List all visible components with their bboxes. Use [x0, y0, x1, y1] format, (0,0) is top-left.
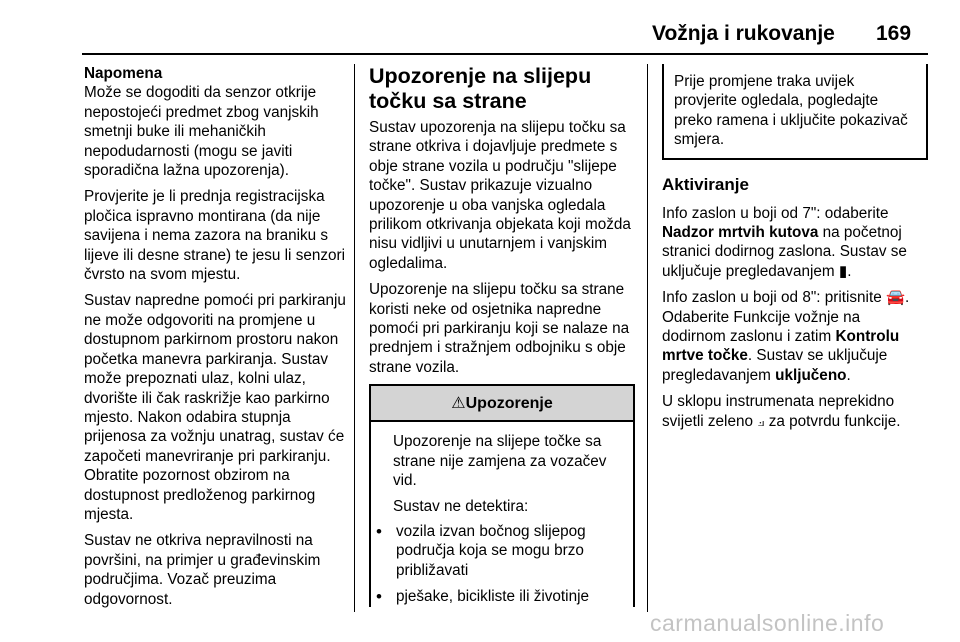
menu-item-name: Nadzor mrtvih kutova [662, 224, 819, 242]
activation-paragraph-2 [662, 288, 928, 385]
text-run: Info zaslon u boji od 8": pritisnite [662, 289, 886, 307]
text-run: U sklopu instrumenata neprekidno svijetli zeleno [662, 393, 895, 430]
warning-paragraph-1: Upozorenje na slijepe točke sa strane nije zamjena za vozačev vid. [393, 433, 607, 490]
blind-spot-indicator-icon: ⟓ [757, 412, 765, 430]
menu-item-name: Kontrolu mrtve točke [662, 328, 900, 365]
text-run: . [846, 366, 851, 384]
warning-title: Upozorenje [465, 394, 553, 412]
watermark: carmanualsonline.info [650, 610, 885, 636]
text-run: na početnoj stranici dodirnog zaslona. Sustav se uključuje pregledavanjem [662, 224, 907, 280]
note-paragraph-2: Provjerite je li prednja registracijska pločica ispravno montirana (da nije savijena i nema zazora na braniku s lijeve ili desne strane) te jesu li senzori čvrsto na svom mjestu. [84, 188, 346, 284]
warning-header [371, 384, 633, 422]
page-number: 169 [876, 22, 912, 45]
warning-bullet-list [393, 522, 611, 607]
list-item: • vozila izvan bočnog slijepog područja koja se mogu brzo približavati [376, 522, 611, 580]
list-item: • pješake, bicikliste ili životinje [376, 587, 611, 606]
activation-paragraph-3 [662, 392, 928, 431]
text-run: za potvrdu funkcije. [764, 412, 901, 430]
header-rule [82, 53, 928, 55]
text-run: . Sustav se uključuje pregledavanjem [662, 347, 888, 384]
car-icon: 🚘 [885, 289, 906, 307]
note-paragraph-1: Može se dogoditi da senzor otkrije nepostojeći predmet zbog vanjskih smetnji buke ili mehaničkih nepodudarnosti (mogu se javiti sporadična lažna upozorenja). [84, 84, 319, 180]
column-3 [662, 64, 928, 438]
column-2 [369, 64, 635, 614]
column-divider-1 [354, 64, 355, 612]
text-run: . Odaberite Funkcije vožnje na dodirnom zaslonu i zatim [662, 289, 910, 346]
text-run: . [847, 262, 852, 280]
column-divider-2 [647, 64, 648, 612]
warning-box [369, 384, 635, 606]
status-bar-icon: ▮ [838, 262, 848, 280]
setting-value: uključeno [775, 366, 847, 384]
section-heading-activation: Aktiviranje [662, 174, 749, 194]
column-1 [84, 64, 346, 616]
section-heading-blind-spot: Upozorenje na slijepu točku sa strane [369, 64, 592, 113]
note-paragraph-3: Sustav napredne pomoći pri parkiranju ne može odgovoriti na promjene u dostupnom parkirnom prostoru nakon početka manevra parkiranja. Sustav može prepoznati ulaz, kolni ulaz, dvorište ili čak raskrižje kao parkirno mjesto. Nakon odabira stupnja prijenosa za vožnju unatrag, sustav će započeti manevriranje pri parkiranju. Obratite pozornost obzirom na dostupnost predloženog parkirnog mjesta. [84, 292, 346, 523]
caution-box [662, 64, 928, 160]
activation-paragraph-1 [662, 204, 928, 282]
warning-triangle-icon: ⚠ [451, 394, 466, 412]
caution-text: Prije promjene traka uvijek provjerite ogledala, pogledajte preko ramena i uključite pokazivač smjera. [674, 73, 908, 149]
text-run: Info zaslon u boji od 7": odaberite [662, 204, 889, 222]
note-title: Napomena [84, 65, 163, 82]
running-header-title: Vožnja i rukovanje [652, 22, 835, 45]
note-paragraph-4: Sustav ne otkriva nepravilnosti na površini, na primjer u građevinskim područjima. Vozač preuzima odgovornost. [84, 532, 321, 608]
warning-paragraph-2: Sustav ne detektira: [393, 497, 529, 515]
warning-body [371, 422, 633, 606]
blind-spot-paragraph-1: Sustav upozorenja na slijepu točku sa strane otkriva i dojavljuje predmete s obje strane vozila u području "slijepe točke". Sustav prikazuje vizualno upozorenje u oba vanjska ogledala prilikom otkrivanja objekata koji možda nisu vidljivi u unutarnjem i vanjskim ogledalima. [369, 119, 631, 272]
blind-spot-paragraph-2: Upozorenje na slijepu točku sa strane koristi neke od osjetnika napredne pomoći pri parkiranju koji se nalaze na prednjem i stražnjem odbojniku s obje strane vozila. [369, 281, 630, 376]
